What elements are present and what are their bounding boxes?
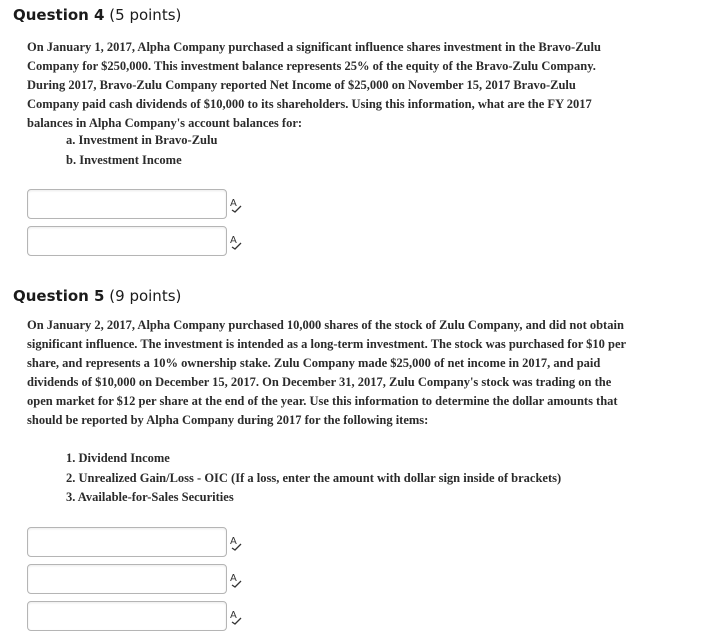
question-5-answer-input-3[interactable] [27,601,227,631]
svg-text:A: A [230,610,237,621]
question-4-item-b: b. Investment Income [66,152,182,167]
question-5-header [13,287,181,305]
question-5-answer-row-1 [27,527,287,561]
question-5-answer-row-2 [27,564,287,598]
spellcheck-icon[interactable] [229,535,243,551]
question-5-answer-row-3 [27,601,287,635]
question-4-answer-input-2[interactable] [27,226,227,256]
spellcheck-icon[interactable] [229,609,243,625]
question-4-items [66,131,217,170]
spellcheck-icon[interactable] [229,234,243,250]
question-4-answer-row-2 [27,226,287,260]
question-5-item-2: 2. Unrealized Gain/Loss - OIC (If a loss, enter the amount with dollar sign inside of brackets) [66,470,562,485]
question-5-items [66,449,561,508]
question-5-item-1: 1. Dividend Income [66,451,170,465]
question-4-answer-input-1[interactable] [27,189,227,219]
question-5-points: (9 points) [109,287,182,305]
question-4-text: On January 1, 2017, Alpha Company purchased a significant influence shares investment in the Bravo-Zulu Company for $250,000. This investment balance represents 25% of the equity of the Bravo-Zulu Company. During 2017, Bravo-Zulu Company reported Net Income of $25,000 on November 15, 2017 Bravo-Zulu Company paid cash dividends of $10,000 to its shareholders. Using this information, what are the FY 2017 balances in Alpha Company's account balances for: [27,40,601,130]
spellcheck-icon[interactable] [229,197,243,213]
question-4-title: Question 4 [13,6,105,24]
question-5-text: On January 2, 2017, Alpha Company purchased 10,000 shares of the stock of Zulu Company, and did not obtain significant influence. The investment is intended as a long-term investment. The stock was purchased for $10 per share, and represents a 10% ownership stake. Zulu Company made $25,000 of net income in 2017, and paid dividends of $10,000 on December 15, 2017. On December 31, 2017, Zulu Company's stock was trading on the open market for $12 per share at the end of the year. Use this information to determine the dollar amounts that should be reported by Alpha Company during 2017 for the following items: [27,318,626,427]
svg-text:A: A [230,536,237,547]
svg-text:A: A [230,235,237,246]
question-5-item-3: 3. Available-for-Sales Securities [66,490,234,504]
question-4-points: (5 points) [109,6,182,24]
spellcheck-icon[interactable] [229,572,243,588]
question-4-header [13,6,181,24]
question-4-item-a: a. Investment in Bravo-Zulu [66,133,218,147]
question-4-answer-row-1 [27,189,287,223]
question-5-title: Question 5 [13,287,105,305]
svg-text:A: A [230,573,237,584]
svg-text:A: A [230,198,237,209]
question-5-answer-input-2[interactable] [27,564,227,594]
question-5-answer-input-1[interactable] [27,527,227,557]
